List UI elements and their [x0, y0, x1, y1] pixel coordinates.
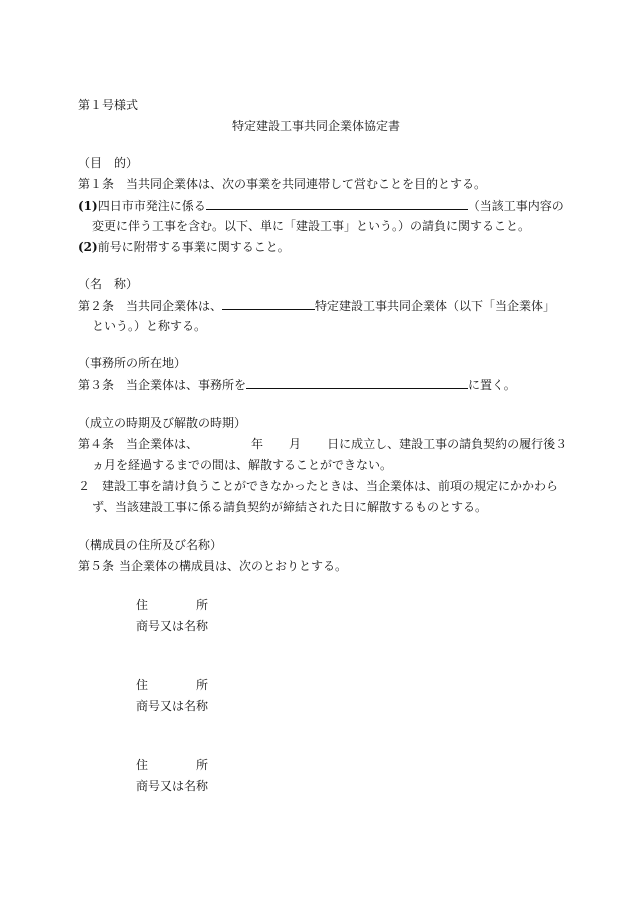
- document-title: 特定建設工事共同企業体協定書: [232, 119, 401, 133]
- month-label: 月: [289, 437, 302, 451]
- paragraph-text: 建設工事を請け負うことができなかったときは、当企業体は、前項の規定にかかわら: [102, 479, 559, 493]
- office-heading: （事務所の所在地）: [78, 356, 187, 370]
- article-4-cont: ヵ月を経過するまでの間は、解散することができない。: [92, 458, 393, 472]
- article-1: [78, 177, 486, 191]
- article-number: 第２条: [78, 299, 115, 313]
- office-address-blank: [246, 377, 468, 389]
- article-number: 第５条: [78, 559, 115, 573]
- member-3-address-label: [136, 758, 208, 772]
- construction-name-blank: [206, 198, 468, 210]
- address-label-part: 所: [196, 678, 209, 692]
- article-text: 当企業体の構成員は、次のとおりとする。: [119, 559, 348, 573]
- article-3: [78, 377, 516, 392]
- article-text-cont: 特定建設工事共同企業体（以下「当企業体」: [315, 299, 556, 313]
- purpose-heading: （目 的）: [78, 156, 139, 170]
- period-heading: （成立の時期及び解散の時期）: [78, 416, 247, 430]
- item-number: (1): [78, 199, 98, 213]
- item-number: (2): [78, 240, 98, 254]
- member-2-name-label: 商号又は名称: [136, 699, 209, 713]
- member-3-name-label: 商号又は名称: [136, 779, 209, 793]
- article-text: 当企業体は、事務所を: [126, 378, 247, 392]
- article-text: 当企業体は、: [126, 437, 199, 451]
- address-label-part: 住: [136, 758, 149, 772]
- article-5: [78, 559, 347, 573]
- article-text: 当共同企業体は、: [126, 299, 223, 313]
- member-2-address-label: [136, 678, 208, 692]
- article-4-para-2: [78, 479, 558, 493]
- paragraph-number: ２: [78, 479, 91, 493]
- year-label: 年: [251, 437, 264, 451]
- members-heading: （構成員の住所及び名称）: [78, 538, 223, 552]
- article-number: 第４条: [78, 437, 115, 451]
- jv-name-blank: [222, 298, 315, 310]
- item-text: 前号に附帯する事業に関すること。: [97, 240, 290, 254]
- article-1-item-1: [78, 198, 564, 213]
- article-4-para-2-cont: ず、当該建設工事に係る請負契約が締結された日に解散するものとする。: [92, 500, 488, 514]
- article-4: [78, 437, 567, 451]
- article-number: 第３条: [78, 378, 115, 392]
- item-text-cont: （当該工事内容の: [467, 199, 564, 213]
- address-label-part: 所: [196, 758, 209, 772]
- article-text: 当共同企業体は、次の事業を共同連帯して営むことを目的とする。: [126, 177, 487, 191]
- article-2: [78, 298, 555, 313]
- name-heading: （名 称）: [78, 277, 139, 291]
- article-text-cont: に置く。: [468, 378, 516, 392]
- article-text-cont: 日に成立し、建設工事の請負契約の履行後３: [327, 437, 568, 451]
- article-2-cont: という。）と称する。: [92, 319, 207, 333]
- item-text: 四日市市発注に係る: [97, 199, 206, 213]
- member-1-address-label: [136, 598, 208, 612]
- address-label-part: 住: [136, 598, 149, 612]
- member-1-name-label: 商号又は名称: [136, 619, 209, 633]
- article-1-item-1-cont: 変更に伴う工事を含む。以下、単に「建設工事」という。）の請負に関すること。: [92, 219, 531, 233]
- article-number: 第１条: [78, 177, 115, 191]
- address-label-part: 住: [136, 678, 149, 692]
- article-1-item-2: [78, 240, 290, 254]
- address-label-part: 所: [196, 598, 209, 612]
- form-number: 第１号様式: [78, 98, 139, 112]
